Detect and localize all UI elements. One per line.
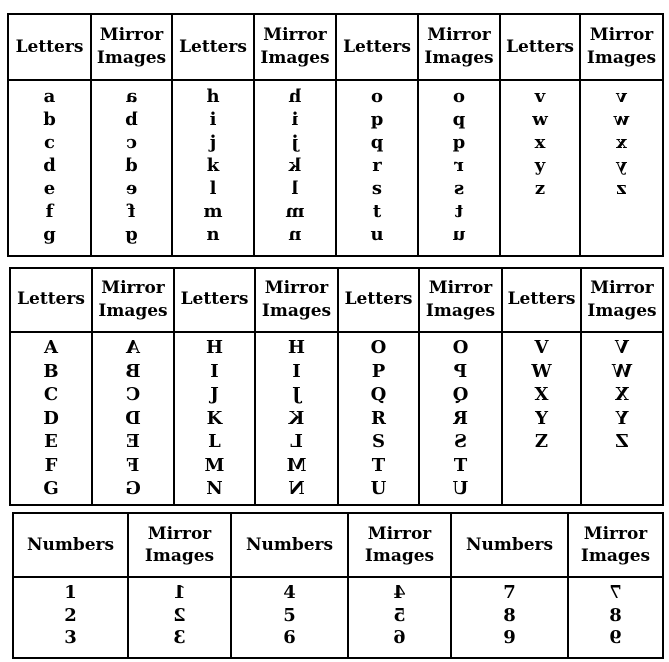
- glyph: X: [534, 384, 549, 405]
- mirror-glyph: 7: [609, 582, 622, 603]
- mirror-glyph: z: [616, 178, 627, 199]
- mirror-glyph: r: [454, 155, 464, 176]
- header-text: Numbers: [26, 534, 115, 555]
- column-header: [10, 268, 92, 332]
- original-column: [10, 332, 92, 505]
- mirror-glyph: o: [453, 86, 466, 107]
- column-header: [8, 14, 91, 80]
- mirror-glyph: h: [288, 86, 302, 107]
- header-text: Mirror: [367, 523, 432, 544]
- glyph: D: [43, 407, 59, 429]
- glyph: V: [534, 337, 549, 358]
- mirror-glyph: O: [452, 337, 469, 358]
- glyph: 8: [503, 604, 516, 626]
- glyph: L: [208, 431, 221, 452]
- glyph: o: [370, 86, 383, 107]
- glyph: 1: [64, 582, 77, 603]
- mirror-glyph: W: [611, 360, 633, 382]
- mirror-glyph: t: [454, 201, 464, 222]
- column-header: [581, 268, 663, 332]
- column-header: [348, 513, 451, 577]
- mirror-glyph: 6: [393, 627, 406, 648]
- header-text: Letters: [506, 36, 574, 57]
- glyph: C: [43, 384, 59, 405]
- mirror-glyph: g: [125, 224, 138, 245]
- glyph: j: [209, 132, 217, 153]
- header-text: Letters: [17, 289, 85, 310]
- header-text: Mirror: [264, 277, 329, 298]
- glyph: r: [372, 155, 382, 176]
- mirror-glyph: n: [288, 224, 302, 245]
- column-header: [336, 14, 418, 80]
- mirror-glyph: V: [615, 337, 629, 358]
- glyph: A: [44, 337, 58, 358]
- glyph: T: [371, 454, 386, 476]
- glyph: N: [206, 478, 223, 499]
- header-text: Images: [586, 48, 657, 68]
- glyph: f: [45, 201, 54, 222]
- glyph: q: [370, 132, 384, 153]
- mirror-glyph: U: [452, 478, 469, 499]
- header-text: Mirror: [99, 25, 164, 45]
- mirror-glyph: 3: [173, 627, 186, 648]
- mirror-glyph: k: [288, 155, 302, 176]
- mirror-glyph: M: [286, 454, 307, 476]
- original-column: [8, 80, 91, 256]
- lowercase-header-row: [8, 14, 663, 80]
- mirror-image-column: [580, 80, 663, 256]
- column-header: [502, 268, 581, 332]
- original-column: [338, 332, 419, 505]
- header-text: Images: [98, 301, 168, 321]
- mirror-glyph: l: [291, 178, 299, 199]
- mirror-glyph: x: [616, 132, 627, 153]
- column-header: [451, 513, 568, 577]
- column-header: [500, 14, 580, 80]
- mirror-image-column: [568, 577, 663, 658]
- mirror-glyph: T: [453, 454, 468, 476]
- header-text: Numbers: [465, 534, 554, 555]
- header-text: Mirror: [427, 25, 491, 45]
- original-column: [336, 80, 418, 256]
- numbers-header-row: [13, 513, 663, 577]
- glyph: 3: [64, 627, 77, 648]
- header-text: Letters: [15, 36, 84, 57]
- glyph: e: [43, 178, 56, 199]
- header-text: Images: [424, 48, 494, 68]
- mirror-glyph: Z: [615, 431, 629, 452]
- mirror-glyph: N: [288, 478, 305, 499]
- mirror-image-column: [91, 80, 172, 256]
- mirror-image-column: [348, 577, 451, 658]
- mirror-glyph: 8: [609, 604, 622, 626]
- header-text: Images: [364, 546, 435, 566]
- column-header: [254, 14, 336, 80]
- glyph: s: [371, 178, 383, 199]
- glyph: h: [206, 86, 220, 107]
- mirror-glyph: p: [452, 109, 466, 130]
- glyph: l: [209, 178, 217, 199]
- glyph: t: [372, 201, 382, 222]
- glyph: g: [43, 224, 56, 245]
- glyph: M: [204, 454, 225, 476]
- mirror-glyph: C: [125, 384, 141, 405]
- mirror-glyph: u: [452, 224, 466, 245]
- glyph: c: [44, 132, 55, 153]
- column-header: [13, 513, 128, 577]
- glyph: B: [43, 360, 59, 382]
- mirror-glyph: E: [126, 431, 140, 452]
- header-text: Letters: [507, 289, 576, 310]
- mirror-glyph: 4: [393, 582, 406, 603]
- uppercase-header-row: [10, 268, 663, 332]
- mirror-glyph: e: [125, 178, 138, 199]
- glyph: I: [210, 360, 219, 382]
- header-text: Mirror: [428, 277, 493, 298]
- glyph: d: [43, 155, 56, 176]
- header-text: Images: [144, 546, 215, 566]
- mirror-glyph: I: [292, 360, 301, 382]
- glyph: b: [43, 109, 56, 130]
- mirror-glyph: X: [615, 384, 629, 405]
- mirror-image-column: [581, 332, 663, 505]
- header-text: Images: [261, 301, 332, 321]
- mirror-glyph: w: [613, 109, 630, 130]
- glyph: K: [206, 407, 223, 429]
- mirror-glyph: Y: [615, 407, 629, 429]
- glyph: W: [531, 360, 552, 382]
- header-text: Letters: [344, 289, 413, 310]
- uppercase-letters-table: [9, 267, 664, 506]
- mirror-glyph: q: [452, 132, 466, 153]
- mirror-glyph: 5: [393, 604, 406, 626]
- lowercase-body-row: [8, 80, 663, 256]
- glyph: 2: [64, 604, 77, 626]
- glyph: G: [43, 478, 59, 499]
- mirror-glyph: y: [616, 155, 627, 176]
- glyph: R: [371, 407, 386, 429]
- original-column: [451, 577, 568, 658]
- header-text: Images: [587, 301, 657, 321]
- uppercase-body-row: [10, 332, 663, 505]
- mirror-glyph: D: [125, 407, 141, 429]
- mirror-glyph: B: [125, 360, 141, 382]
- mirror-glyph: G: [125, 478, 141, 499]
- header-text: Mirror: [583, 523, 648, 544]
- header-text: Images: [580, 546, 651, 566]
- glyph: 6: [283, 627, 296, 648]
- column-header: [231, 513, 348, 577]
- original-column: [500, 80, 580, 256]
- mirror-glyph: j: [291, 132, 299, 153]
- column-header: [580, 14, 663, 80]
- glyph: i: [209, 109, 217, 130]
- mirror-glyph: Q: [452, 384, 469, 405]
- mirror-glyph: L: [290, 431, 303, 452]
- mirror-glyph: F: [126, 454, 140, 476]
- header-text: Letters: [180, 289, 249, 310]
- column-header: [128, 513, 231, 577]
- glyph: Z: [534, 431, 549, 452]
- original-column: [174, 332, 255, 505]
- mirror-glyph: R: [453, 407, 468, 429]
- mirror-glyph: 2: [173, 604, 186, 626]
- glyph: w: [532, 109, 548, 130]
- mirror-glyph: 1: [173, 582, 186, 603]
- glyph: y: [534, 155, 546, 176]
- mirror-glyph: f: [127, 201, 136, 222]
- mirror-glyph: a: [125, 86, 138, 107]
- glyph: k: [206, 155, 220, 176]
- glyph: u: [370, 224, 384, 245]
- column-header: [255, 268, 338, 332]
- column-header: [172, 14, 254, 80]
- original-column: [172, 80, 254, 256]
- glyph: Q: [370, 384, 387, 405]
- mirror-image-column: [419, 332, 502, 505]
- original-column: [231, 577, 348, 658]
- mirror-glyph: c: [126, 132, 137, 153]
- glyph: a: [43, 86, 56, 107]
- original-column: [502, 332, 581, 505]
- glyph: v: [534, 86, 546, 107]
- numbers-table: [12, 512, 664, 659]
- mirror-glyph: A: [126, 337, 140, 358]
- mirror-glyph: J: [292, 384, 301, 405]
- mirror-glyph: m: [285, 201, 305, 222]
- mirror-glyph: H: [288, 337, 306, 358]
- mirror-glyph: d: [125, 155, 138, 176]
- header-text: Mirror: [263, 25, 327, 45]
- header-text: Mirror: [590, 277, 654, 298]
- column-header: [338, 268, 419, 332]
- glyph: Y: [535, 407, 548, 429]
- column-header: [91, 14, 172, 80]
- header-text: Mirror: [589, 25, 654, 45]
- header-text: Mirror: [147, 523, 212, 544]
- glyph: F: [44, 454, 58, 476]
- header-text: Images: [260, 48, 330, 68]
- glyph: U: [370, 478, 387, 499]
- glyph: n: [206, 224, 220, 245]
- column-header: [418, 14, 500, 80]
- glyph: m: [203, 201, 223, 222]
- glyph: 9: [503, 627, 516, 648]
- column-header: [568, 513, 663, 577]
- glyph: p: [370, 109, 384, 130]
- numbers-body-row: [13, 577, 663, 658]
- glyph: P: [371, 360, 386, 382]
- original-column: [13, 577, 128, 658]
- glyph: z: [534, 178, 546, 199]
- header-text: Mirror: [101, 277, 165, 298]
- glyph: S: [372, 431, 385, 452]
- glyph: J: [210, 384, 219, 405]
- mirror-image-column: [255, 332, 338, 505]
- mirror-image-column: [254, 80, 336, 256]
- mirror-glyph: v: [616, 86, 627, 107]
- lowercase-letters-table: [7, 13, 664, 257]
- mirror-image-column: [418, 80, 500, 256]
- mirror-glyph: S: [454, 431, 467, 452]
- column-header: [92, 268, 174, 332]
- mirror-glyph: P: [453, 360, 468, 382]
- header-text: Letters: [343, 36, 411, 57]
- glyph: O: [370, 337, 387, 358]
- mirror-glyph: b: [125, 109, 138, 130]
- mirror-glyph: s: [453, 178, 465, 199]
- glyph: 5: [283, 604, 296, 626]
- header-text: Images: [96, 48, 167, 68]
- glyph: E: [44, 431, 58, 452]
- mirror-glyph: i: [291, 109, 299, 130]
- header-text: Numbers: [245, 534, 334, 555]
- column-header: [174, 268, 255, 332]
- glyph: 4: [283, 582, 296, 603]
- column-header: [419, 268, 502, 332]
- header-text: Letters: [179, 36, 247, 57]
- glyph: 7: [503, 582, 516, 603]
- glyph: x: [534, 132, 546, 153]
- header-text: Images: [425, 301, 496, 321]
- mirror-glyph: 9: [609, 627, 622, 648]
- glyph: H: [205, 337, 223, 358]
- mirror-glyph: K: [288, 407, 305, 429]
- mirror-image-column: [128, 577, 231, 658]
- mirror-image-column: [92, 332, 174, 505]
